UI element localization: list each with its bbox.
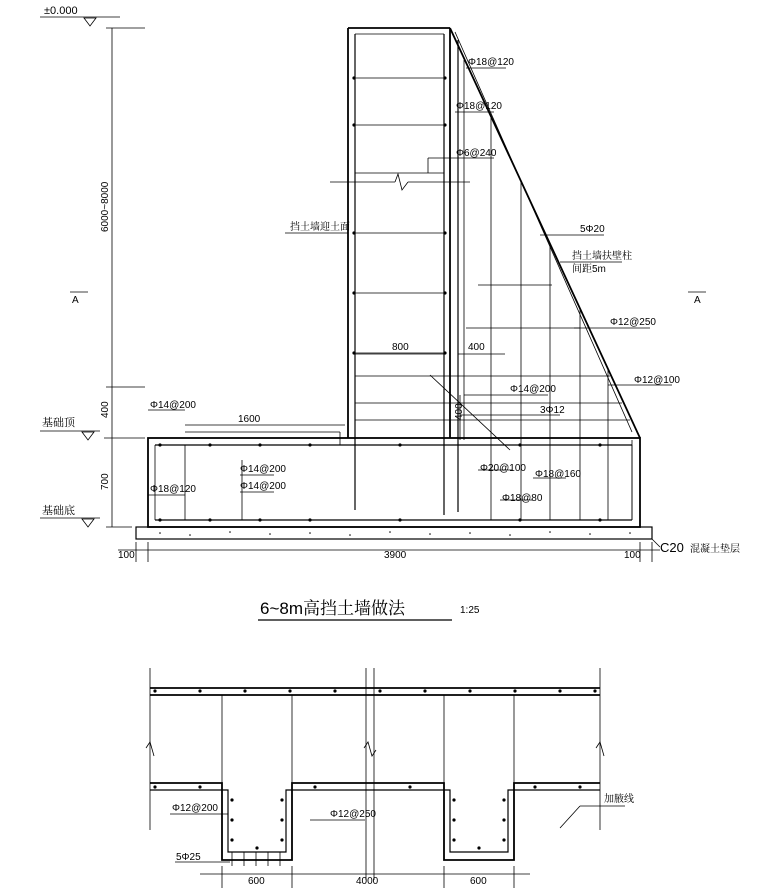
drawing-title: 6~8m高挡土墙做法 xyxy=(260,599,405,618)
wall-height-dim: 6000~8000 xyxy=(100,181,111,232)
plan-dim-4000: 4000 xyxy=(356,876,379,887)
plan-rebar-12-250: Φ12@250 xyxy=(330,809,376,820)
cushion-description: 混凝土垫层 xyxy=(690,544,740,555)
stem-rebar-dots xyxy=(352,76,446,354)
rebar-18-120-top: Φ18@120 xyxy=(468,57,514,68)
rebar-3-12: 3Φ12 xyxy=(540,405,565,416)
dim-1600: 1600 xyxy=(238,414,261,425)
section-mark-left: A xyxy=(72,295,79,306)
dim-100-left: 100 xyxy=(118,550,135,561)
plan-rebar-12-200: Φ12@200 xyxy=(172,803,218,814)
rebar-14-200-a: Φ14@200 xyxy=(240,464,286,475)
rebar-14-200-mid: Φ14@200 xyxy=(510,384,556,395)
buttress-label-1: 挡土墙扶壁柱 xyxy=(572,251,632,262)
footing-rebar-dots xyxy=(158,443,601,521)
rebar-18-120-second: Φ18@120 xyxy=(456,101,502,112)
rebar-18-80: Φ18@80 xyxy=(502,493,543,504)
rebar-6-240: Φ6@240 xyxy=(456,148,497,159)
rebar-18-120-left: Φ18@120 xyxy=(150,484,196,495)
cushion-layer xyxy=(136,527,652,539)
buttress-label-2: 间距5m xyxy=(572,264,606,275)
elevation-zero-label: ±0.000 xyxy=(44,5,78,17)
dim-3900: 3900 xyxy=(384,550,407,561)
plan-rebar-5-25: 5Φ25 xyxy=(176,852,201,863)
retaining-face-label: 挡土墙迎土面 xyxy=(290,222,350,233)
dim-700: 700 xyxy=(100,473,111,490)
drawing-scale: 1:25 xyxy=(460,605,480,616)
cushion-grade: C20 xyxy=(660,540,684,555)
section-mark-right: A xyxy=(694,295,701,306)
dim-800: 800 xyxy=(392,342,409,353)
plan-haunch-label: 加腋线 xyxy=(604,794,634,805)
rebar-20-100: Φ20@100 xyxy=(480,463,526,474)
dim-400-top: 400 xyxy=(468,342,485,353)
foundation-top-marker xyxy=(82,432,94,440)
cushion-hatch xyxy=(159,531,631,536)
plan-dim-600-right: 600 xyxy=(470,876,487,887)
rebar-12-250: Φ12@250 xyxy=(610,317,656,328)
footing xyxy=(148,438,640,527)
rebar-12-100: Φ12@100 xyxy=(634,375,680,386)
elevation-zero-marker xyxy=(84,18,96,26)
foundation-bottom-marker xyxy=(82,519,94,527)
foundation-top-label: 基础顶 xyxy=(42,417,75,429)
rebar-14-200-b: Φ14@200 xyxy=(240,481,286,492)
dim-400-left: 400 xyxy=(100,401,111,418)
buttress-slope xyxy=(450,28,640,438)
rebar-18-160: Φ18@160 xyxy=(535,469,581,480)
foundation-bottom-label: 基础底 xyxy=(42,505,75,517)
dim-100-right: 100 xyxy=(624,550,641,561)
plan-dim-600-left: 600 xyxy=(248,876,265,887)
plan-view xyxy=(146,668,625,888)
plan-rebar-dots xyxy=(153,689,596,849)
rebar-leaders xyxy=(148,68,672,500)
rebar-14-200-left: Φ14@200 xyxy=(150,400,196,411)
rebar-5-20: 5Φ20 xyxy=(580,224,605,235)
dim-400-mid: 400 xyxy=(454,403,465,420)
